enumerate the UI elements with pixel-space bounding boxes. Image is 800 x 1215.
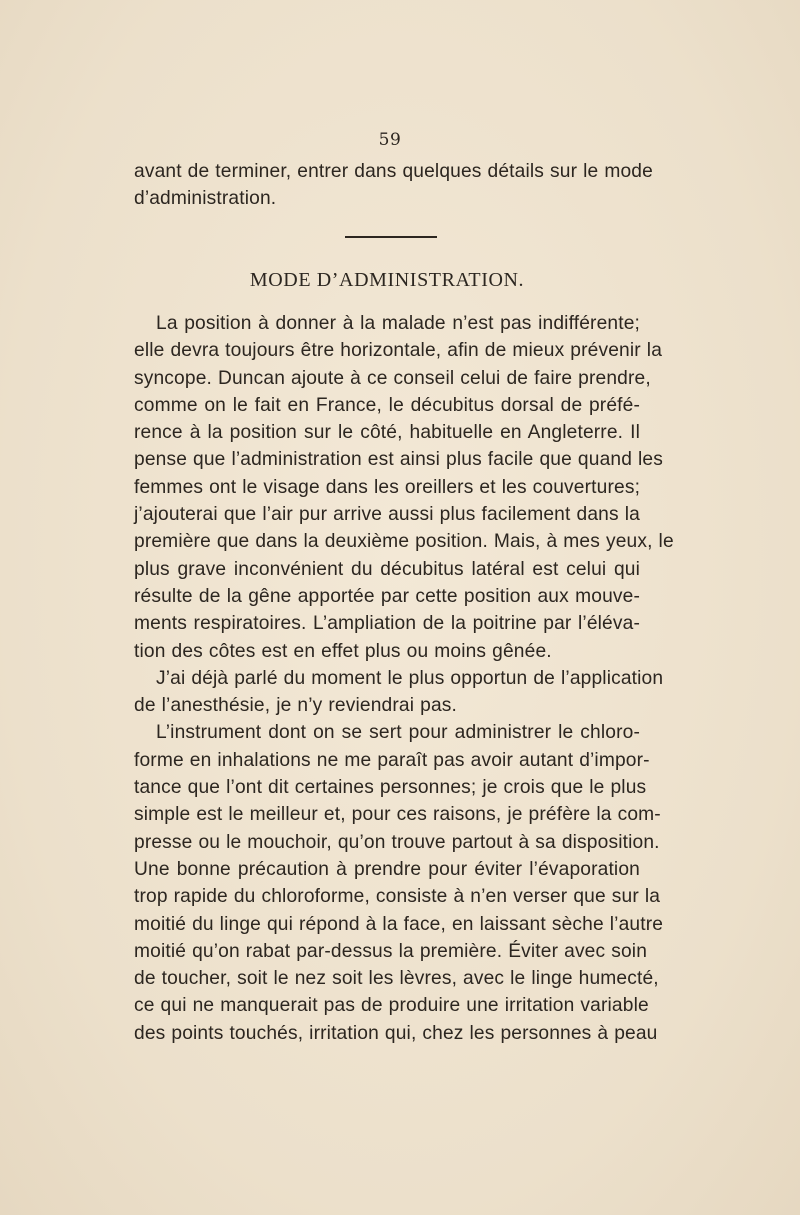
text-line: presse ou le mouchoir, qu’on trouve partout à sa disposition.: [134, 831, 660, 853]
text-line: j’ajouterai que l’air pur arrive aussi plus facilement dans la: [134, 504, 640, 526]
text-line: trop rapide du chloroforme, consiste à n’en verser que sur la: [134, 886, 661, 908]
text-line: première que dans la deuxième position. Mais, à mes yeux, le: [134, 531, 674, 553]
paragraph-first-line: J’ai déjà parlé du moment le plus opportun de l’application: [156, 667, 664, 689]
text-line: ments respiratoires. L’ampliation de la poitrine par l’éléva-: [134, 613, 640, 635]
text-line: ce qui ne manquerait pas de produire une irritation variable: [134, 995, 649, 1017]
text-line: des points touchés, irritation qui, chez les personnes à peau: [134, 1022, 658, 1044]
body-text: [134, 310, 674, 1047]
text-line: d’administration.: [134, 188, 277, 210]
text-line: Une bonne précaution à prendre pour éviter l’évaporation: [134, 858, 640, 880]
text-line: forme en inhalations ne me paraît pas avoir autant d’impor-: [134, 749, 650, 771]
text-line: tion des côtes est en effet plus ou moins gênée.: [134, 640, 552, 662]
paragraph-first-line: La position à donner à la malade n’est pas indifférente;: [156, 313, 640, 334]
text-line: de toucher, soit le nez soit les lèvres, avec le linge humecté,: [134, 968, 659, 990]
text-line: syncope. Duncan ajoute à ce conseil celui de faire prendre,: [134, 367, 651, 389]
text-line: de l’anesthésie, je n’y reviendrai pas.: [134, 695, 457, 717]
text-line: moitié du linge qui répond à la face, en laissant sèche l’autre: [134, 913, 664, 935]
text-line: comme on le fait en France, le décubitus dorsal de préfé-: [134, 394, 640, 416]
text-line: tance que l’ont dit certaines personnes; je crois que le plus: [134, 777, 647, 799]
text-line: plus grave inconvénient du décubitus latéral est celui qui: [134, 558, 640, 580]
text-line: simple est le meilleur et, pour ces raisons, je préfère la com-: [134, 804, 661, 826]
text-line: rence à la position sur le côté, habituelle en Angleterre. Il: [134, 422, 640, 444]
text-line: avant de terminer, entrer dans quelques détails sur le mode: [134, 161, 653, 182]
text-line: moitié qu’on rabat par-dessus la première. Éviter avec soin: [134, 940, 648, 962]
text-line: résulte de la gêne apportée par cette position aux mouve-: [134, 585, 640, 607]
paragraph-first-line: L’instrument dont on se sert pour administrer le chloro-: [156, 722, 640, 744]
text-line: elle devra toujours être horizontale, afin de mieux prévenir la: [134, 340, 663, 362]
text-line: pense que l’administration est ainsi plus facile que quand les: [134, 449, 663, 471]
intro-paragraph: [134, 158, 653, 213]
page-number: 59: [378, 130, 402, 150]
section-divider: [345, 236, 437, 238]
section-heading: MODE D’ADMINISTRATION.: [249, 269, 525, 291]
text-line: femmes ont le visage dans les oreillers et les couvertures;: [134, 476, 641, 498]
